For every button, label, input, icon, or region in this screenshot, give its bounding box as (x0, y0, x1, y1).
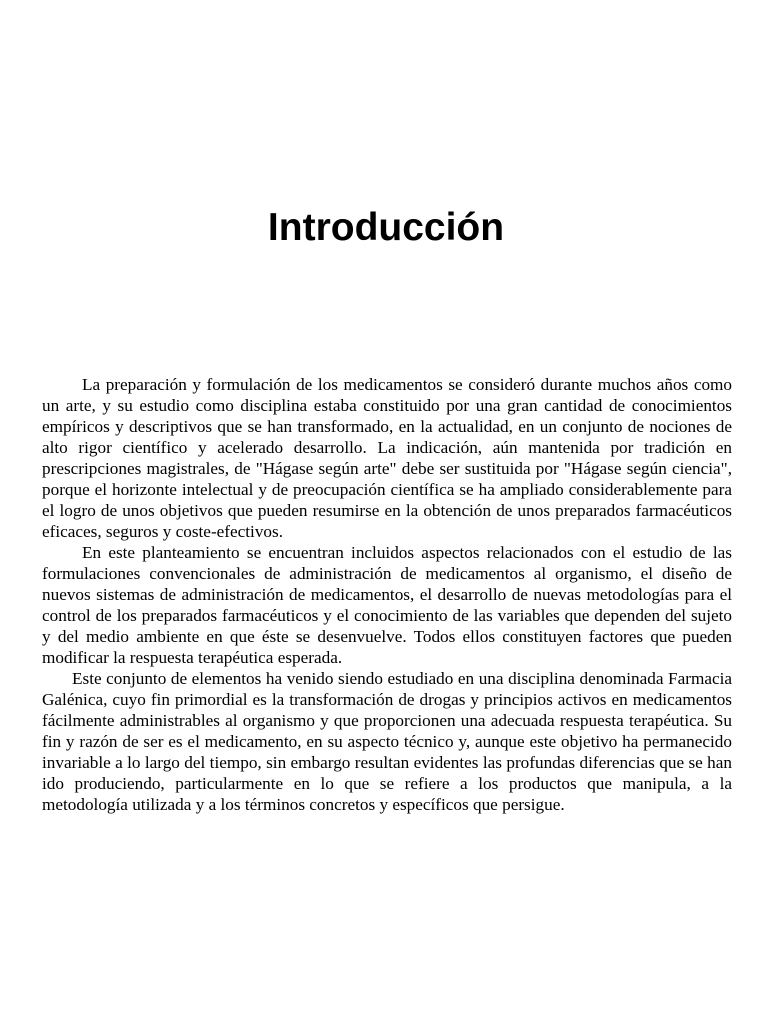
body-text (42, 374, 732, 815)
page-title: Introducción (267, 206, 505, 249)
paragraph-2: En este planteamiento se encuentran incluidos aspectos relacionados con el estudio de las formulaciones convencionales de administración de medicamentos al organismo, el diseño de nuevos sistemas de administración de medicamentos, el desarrollo de nuevas metodologías para el control de los preparados farmacéuticos y el conocimiento de las variables que dependen del sujeto y del medio ambiente en que éste se desenvuelve. Todos ellos constituyen factores que pueden modificar la respuesta terapéutica esperada. (42, 543, 732, 667)
paragraph-3: Este conjunto de elementos ha venido siendo estudiado en una disciplina denominada Farmacia Galénica, cuyo fin primordial es la transformación de drogas y principios activos en medicamentos fácilmente administrables al organismo y que proporcionen una adecuada respuesta terapéutica. Su fin y razón de ser es el medicamento, en su aspecto técnico y, aunque este objetivo ha permanecido invariable a lo largo del tiempo, sin embargo resultan evidentes las profundas diferencias que se han ido produciendo, particularmente en lo que se refiere a los productos que manipula, a la metodología utilizada y a los términos concretos y específicos que persigue. (42, 669, 732, 814)
paragraph-1: La preparación y formulación de los medicamentos se consideró durante muchos años como un arte, y su estudio como disciplina estaba constituido por una gran cantidad de conocimientos empíricos y descriptivos que se han transformado, en la actualidad, en un conjunto de nociones de alto rigor científico y acelerado desarrollo. La indicación, aún mantenida por tradición en prescripciones magistrales, de "Hágase según arte" debe ser sustituida por "Hágase según ciencia", porque el horizonte intelectual y de preocupación científica se ha ampliado considerablemente para el logro de unos objetivos que pueden resumirse en la obtención de unos preparados farmacéuticos eficaces, seguros y coste-efectivos. (42, 375, 732, 541)
